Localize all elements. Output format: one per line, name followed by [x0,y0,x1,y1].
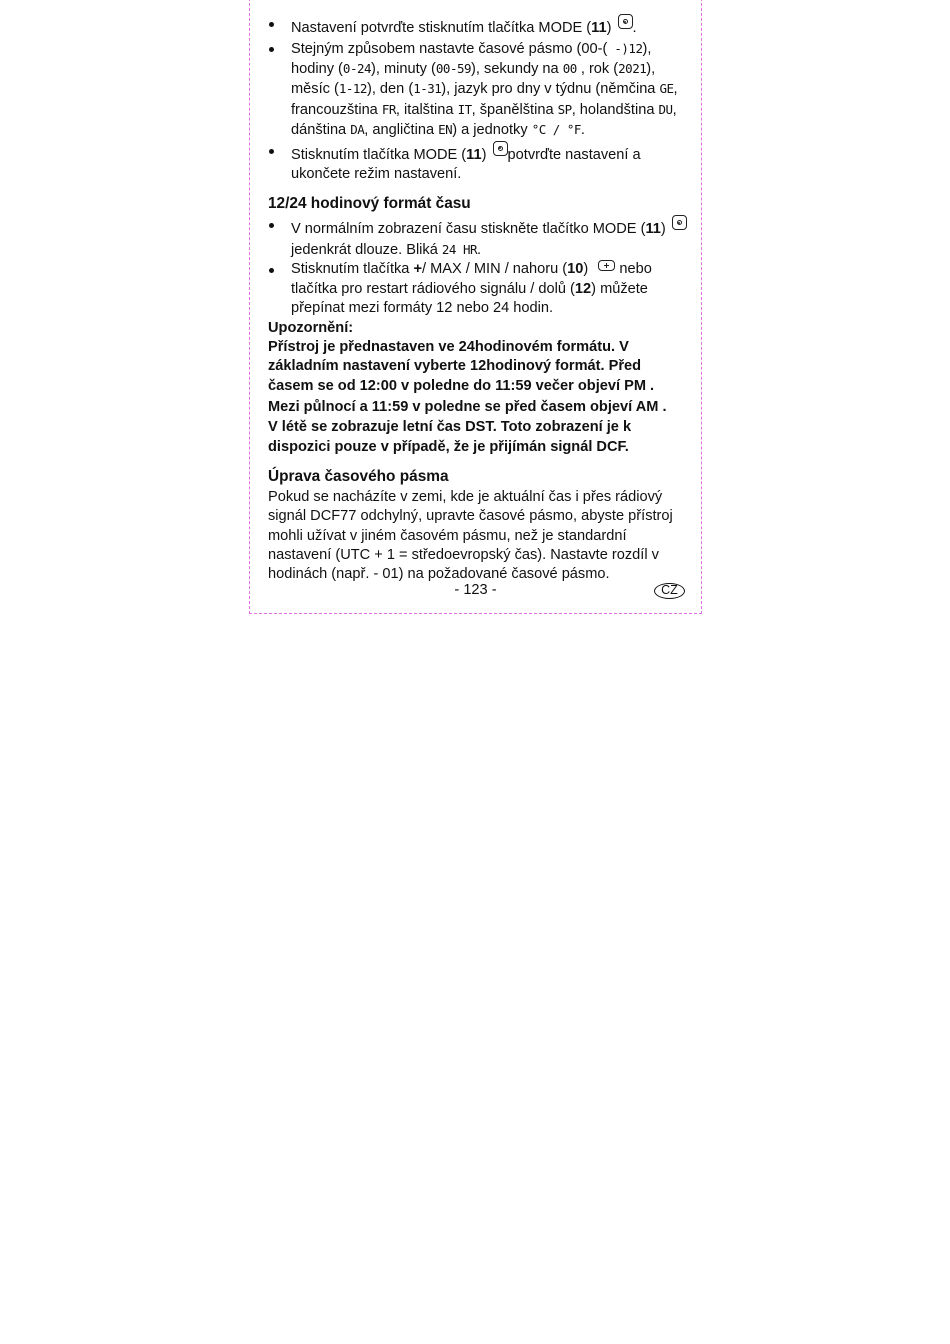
country-code-badge: CZ [654,583,685,599]
section-heading-12-24: 12/24 hodinový formát času [268,195,471,213]
section-heading-timezone: Úprava časového pásma [268,467,449,485]
timezone-paragraph: Pokud se nacházíte v zemi, kde je aktuální čas i přes rádiový signál DCF77 odchylný, upravte časové pásmo, abyste přístroj mohli užívat v jiném časovém pásmu, než je standardní nastavení (UTC + 1 = středoevropský čas). Nastavte rozdíl v hodinách (např. - 01) na požadované časové pásmo. [268,488,673,583]
format-bullet-list [268,215,688,318]
notice-block [268,319,688,457]
mode-button-icon [493,141,508,156]
mode-button-icon [672,215,687,230]
list-item: Nastavení potvrďte stisknutím tlačítka MODE (11) . [268,14,688,38]
page-footer [250,582,701,602]
notice-paragraph: Přístroj je přednastaven ve 24hodinovém formátu. V základním nastavení vyberte 12hodinový formát. Před časem se od 12:00 v poledne do 11:59 večer objeví PM . [268,339,655,394]
list-item: V normálním zobrazení času stiskněte tlačítko MODE (11) jedenkrát dlouze. Bliká 24 HR. [268,215,688,260]
list-item: Stisknutím tlačítka MODE (11) potvrďte nastavení a ukončete režim nastavení. [268,141,688,185]
page-number: - 123 - [454,582,497,598]
plus-button-icon [598,260,615,271]
page-content [268,14,688,584]
notice-paragraph: Mezi půlnocí a 11:59 v poledne se před časem objeví AM . [268,398,667,415]
list-item: Stejným způsobem nastavte časové pásmo (00-( -)12), hodiny (0-24), minuty (00-59), sekundy na 00 , rok (2021), měsíc (1-12), den (1-31), jazyk pro dny v týdnu (němčina GE, francouzština FR, italština IT, španělština SP, holandština DU, dánština DA, angličtina EN) a jednotky °C / °F. [268,39,688,140]
mode-button-icon [618,14,633,29]
notice-paragraph: V létě se zobrazuje letní čas DST. Toto zobrazení je k dispozici pouze v případě, že je přijímán signál DCF. [268,419,632,455]
notice-title: Upozornění: [268,319,354,336]
list-item: Stisknutím tlačítka +/ MAX / MIN / nahoru (10) nebo tlačítka pro restart rádiového signálu / dolů (12) můžete přepínat mezi formáty 12 nebo 24 hodin. [268,260,688,318]
manual-page [249,0,702,614]
settings-bullet-list [268,14,688,184]
